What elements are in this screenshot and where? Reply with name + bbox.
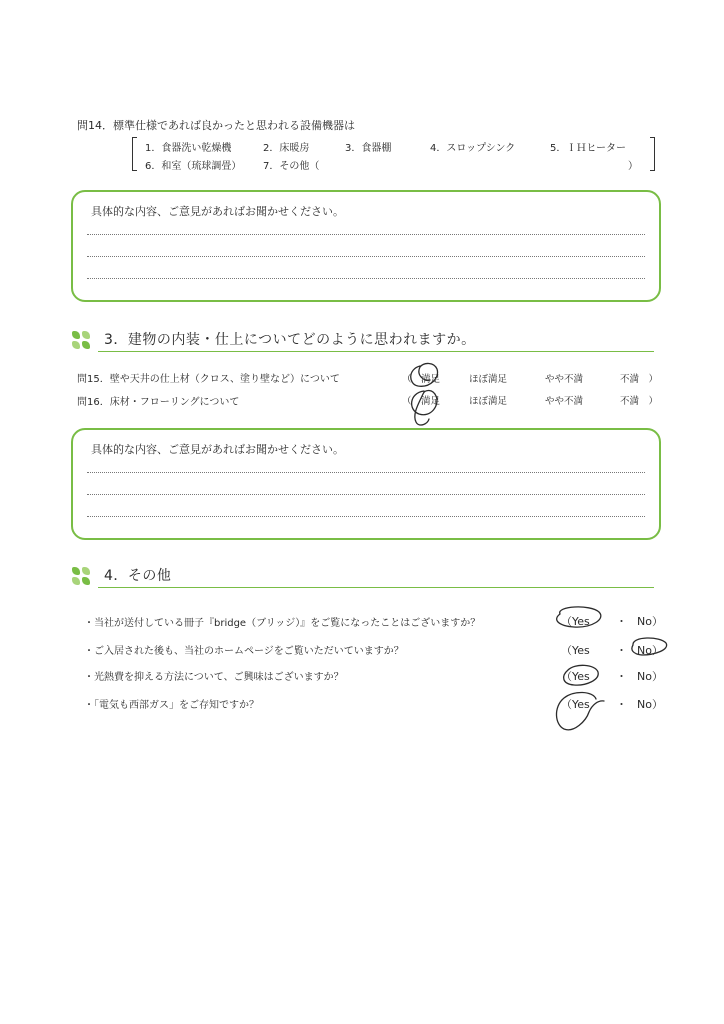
q14-option-7-close: ） <box>628 161 638 172</box>
q15-choice-satisfied[interactable]: （ 満足 <box>402 374 441 385</box>
comment-box-1[interactable] <box>71 190 661 302</box>
comment-box-2-label: 具体的な内容、ご意見があればお聞かせください。 <box>91 443 344 456</box>
comment-box-2[interactable] <box>71 428 661 540</box>
q16-choice-mostly-satisfied[interactable]: ほぼ満足 <box>469 396 508 407</box>
comment-line <box>87 256 645 257</box>
section-3-header <box>72 328 654 352</box>
s4-q4-separator: ・ <box>616 698 627 711</box>
section-3-title: 3．建物の内装・仕上についてどのように思われますか。 <box>104 332 476 348</box>
s4-q2-separator: ・ <box>616 644 627 657</box>
s4-q3-no[interactable]: No） <box>637 670 663 683</box>
s4-q3-yes[interactable]: （Yes <box>561 670 590 683</box>
comment-line <box>87 234 645 235</box>
section-4-rule <box>98 587 654 588</box>
s4-q2-no[interactable]: No） <box>637 644 663 657</box>
clover-logo-icon <box>72 567 92 587</box>
comment-line <box>87 516 645 517</box>
s4-q4: ・「電気も西部ガス」をご存知ですか？ <box>84 700 259 711</box>
q16-question: 問16．床材・フローリングについて <box>77 397 240 408</box>
s4-q2-yes[interactable]: （Yes <box>561 644 590 657</box>
q14-option-4[interactable]: 4．スロップシンク <box>430 143 516 154</box>
clover-logo-icon <box>72 331 92 351</box>
q15-question: 問15．壁や天井の仕上材（クロス、塗り壁など）について <box>77 374 340 385</box>
q14-option-3[interactable]: 3．食器棚 <box>345 143 392 154</box>
q14-option-5[interactable]: 5．ＩＨヒーター <box>550 143 626 154</box>
q15-choice-somewhat-dissatisfied[interactable]: やや不満 <box>545 374 584 385</box>
s4-q1-yes[interactable]: （Yes <box>561 615 590 628</box>
q16-choice-satisfied[interactable]: （ 満足 <box>402 396 441 407</box>
q14-option-6[interactable]: 6．和室（琉球調畳） <box>145 161 242 172</box>
s4-q4-yes[interactable]: （Yes <box>561 698 590 711</box>
q15-choice-mostly-satisfied[interactable]: ほぼ満足 <box>469 374 508 385</box>
s4-q3-separator: ・ <box>616 670 627 683</box>
q14-right-bracket <box>650 137 655 171</box>
s4-q1-no[interactable]: No） <box>637 615 663 628</box>
q14-option-7[interactable]: 7．その他（ <box>263 161 320 172</box>
comment-line <box>87 472 645 473</box>
comment-line <box>87 494 645 495</box>
q14-option-1[interactable]: 1．食器洗い乾燥機 <box>145 143 232 154</box>
q15-choice-dissatisfied[interactable]: 不満 ） <box>620 374 659 385</box>
comment-line <box>87 278 645 279</box>
section-4-header <box>72 564 654 588</box>
section-3-rule <box>98 351 654 352</box>
section-4-title: 4．その他 <box>104 568 172 584</box>
q16-choice-somewhat-dissatisfied[interactable]: やや不満 <box>545 396 584 407</box>
s4-q4-no[interactable]: No） <box>637 698 663 711</box>
q16-choice-dissatisfied[interactable]: 不満 ） <box>620 396 659 407</box>
q14-question: 問14．標準仕様であれば良かったと思われる設備機器は <box>77 119 355 132</box>
q14-option-2[interactable]: 2．床暖房 <box>263 143 310 154</box>
comment-box-1-label: 具体的な内容、ご意見があればお聞かせください。 <box>91 205 344 218</box>
s4-q3: ・光熱費を抑える方法について、ご興味はございますか？ <box>84 672 344 683</box>
s4-q2: ・ご入居された後も、当社のホームページをご覧いただいていますか？ <box>84 646 404 657</box>
q14-left-bracket <box>132 137 137 171</box>
s4-q1-separator: ・ <box>616 615 627 628</box>
s4-q1: ・当社が送付している冊子『bridge（ブリッジ）』をご覧になったことはございますか？ <box>84 618 481 629</box>
